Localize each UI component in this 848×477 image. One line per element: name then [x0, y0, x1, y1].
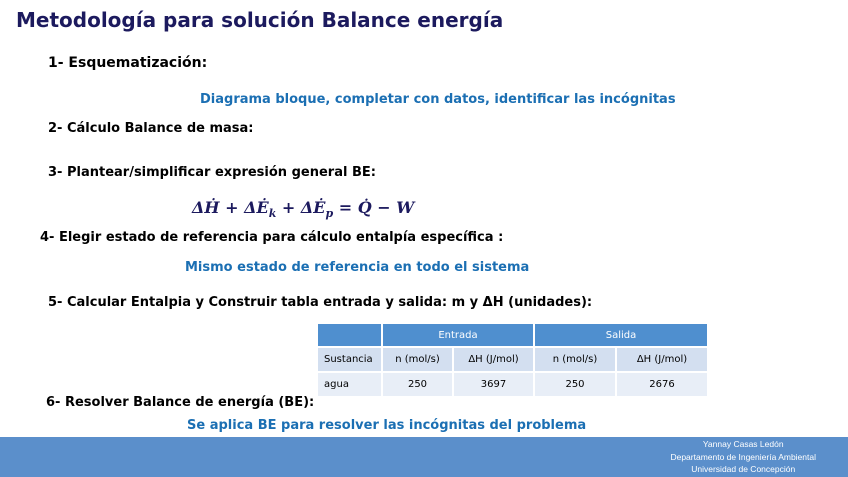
table-header-n-out: n (mol/s)	[534, 347, 616, 372]
step-1-label: 1- Esquematización:	[48, 55, 208, 71]
footer-author: Yannay Casas Ledón	[702, 439, 784, 449]
step-4-label: 4- Elegir estado de referencia para cálculo entalpía específica :	[40, 230, 504, 245]
table-group-header-row	[317, 323, 708, 347]
table-cell-dh-in: 3697	[453, 372, 534, 397]
step-6-note: Se aplica BE para resolver las incógnitas del problema	[187, 418, 587, 433]
table-header-n-in: n (mol/s)	[382, 347, 453, 372]
eq-delta-ep-symbol: ΔĖ	[300, 198, 326, 217]
eq-delta-ek-symbol: ΔĖ	[244, 198, 269, 217]
table-cell-dh-out: 2676	[616, 372, 708, 397]
eq-w: W	[396, 198, 415, 217]
footer-university: Universidad de Concepción	[691, 464, 796, 474]
enthalpy-table	[316, 322, 709, 398]
eq-p-subscript: p	[325, 207, 334, 221]
table-row	[317, 372, 708, 397]
table-group-header-empty	[317, 323, 382, 347]
eq-k-subscript: k	[268, 207, 277, 221]
table-header-sustancia: Sustancia	[317, 347, 382, 372]
energy-balance-equation	[192, 198, 414, 220]
step-3-label: 3- Plantear/simplificar expresión general BE:	[48, 165, 376, 180]
table-group-entrada: Entrada	[382, 323, 534, 347]
footer-credits	[670, 438, 816, 476]
step-4-note: Mismo estado de referencia en todo el sistema	[185, 260, 530, 275]
eq-delta-ep	[300, 198, 334, 221]
eq-delta-ek	[244, 198, 277, 221]
eq-delta-h: ΔḢ	[192, 198, 220, 217]
table-header-dh-in: ΔH (J/mol)	[453, 347, 534, 372]
table-cell-n-out: 250	[534, 372, 616, 397]
eq-plus-2: +	[281, 198, 296, 217]
table-header-row	[317, 347, 708, 372]
footer-department: Departamento de Ingeniería Ambiental	[670, 451, 816, 462]
eq-minus: −	[377, 198, 391, 217]
table-group-salida: Salida	[534, 323, 708, 347]
eq-equals: =	[338, 198, 353, 217]
eq-plus-1: +	[225, 198, 239, 217]
table-cell-sustancia: agua	[317, 372, 382, 397]
step-5-label: 5- Calcular Entalpia y Construir tabla entrada y salida: m y ΔH (unidades):	[48, 295, 593, 310]
slide-title: Metodología para solución Balance energía	[16, 8, 504, 32]
step-2-label: 2- Cálculo Balance de masa:	[48, 121, 254, 136]
step-1-note: Diagrama bloque, completar con datos, identificar las incógnitas	[200, 92, 676, 107]
table-header-dh-out: ΔH (J/mol)	[616, 347, 708, 372]
table-cell-n-in: 250	[382, 372, 453, 397]
footer-bar	[0, 437, 848, 477]
eq-q: Q̇	[357, 198, 372, 217]
step-6-label: 6- Resolver Balance de energía (BE):	[46, 395, 315, 410]
